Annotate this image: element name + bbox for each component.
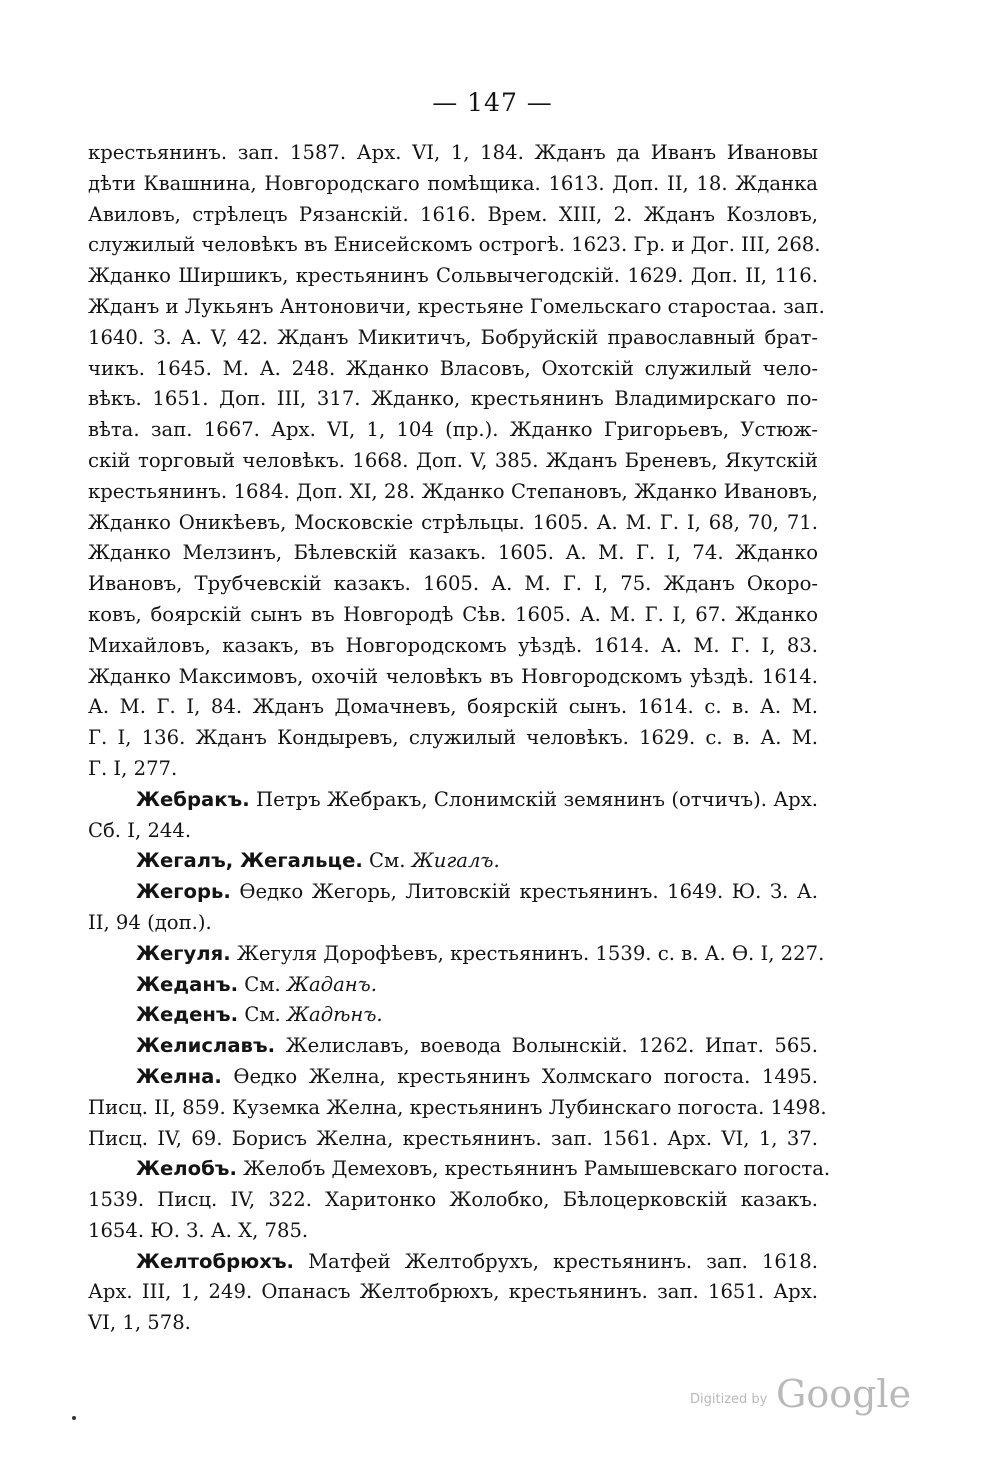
text-segment: Жданко Мелзинъ, Бѣлевскій казакъ. 1605. А. М. Г. I, 74. Жданко [88, 541, 818, 565]
text-line [88, 631, 818, 662]
text-line [88, 785, 818, 816]
entry-headword: Желобъ. [136, 1157, 237, 1181]
text-line [88, 1062, 818, 1093]
text-line [88, 1247, 818, 1278]
text-line [88, 446, 818, 477]
text-segment: 1539. Писц. IV, 322. Харитонко Жолобко, Бѣлоцерковскій казакъ. [88, 1188, 818, 1212]
text-segment: скій торговый человѣкъ. 1668. Доп. V, 385. Жданъ Бреневъ, Якутскій [88, 448, 818, 472]
text-line [88, 569, 818, 600]
text-line [88, 1154, 831, 1185]
text-line [88, 662, 818, 693]
text-line [88, 508, 818, 539]
text-segment: вѣта. зап. 1667. Арх. VI, 1, 104 (пр.). Жданко Григорьевъ, Устюж- [88, 418, 818, 442]
text-line [88, 1000, 818, 1031]
text-segment: крестьянинъ. зап. 1587. Арх. VI, 1, 184. Жданъ да Иванъ Ивановы [88, 141, 818, 164]
text-segment: Ивановъ, Трубчевскій казакъ. 1605. А. М. Г. I, 75. Жданъ Окоро- [88, 572, 818, 596]
text-line [88, 600, 818, 631]
entry-headword: Жегалъ, Жегальце. [136, 849, 363, 873]
text-segment: крестьянинъ. 1684. Доп. XI, 28. Жданко Степановъ, Жданко Ивановъ, [88, 479, 818, 503]
text-line [88, 138, 818, 169]
text-segment: 1640. З. А. V, 42. Жданъ Микитичъ, Бобруйскій православный брат- [88, 325, 818, 349]
text-line [88, 846, 818, 877]
text-line [88, 908, 818, 939]
text-segment: Желиславъ, воевода Волынскій. 1262. Ипат. 565. [275, 1034, 818, 1058]
text-segment: Жданко Максимовъ, охочій человѣкъ въ Новгородскомъ уѣздѣ. 1614. [88, 664, 818, 688]
text-segment: А. М. Г. I, 84. Жданъ Домачневъ, боярскій сынъ. 1614. с. в. А. М. [88, 695, 818, 719]
text-line [88, 970, 818, 1001]
body-text [88, 138, 831, 1339]
text-line [88, 723, 818, 754]
cross-reference: Жаданъ. [286, 972, 377, 996]
text-line [88, 169, 818, 200]
text-segment: вѣкъ. 1651. Доп. III, 317. Жданко, крестьянинъ Владимирскаго по- [88, 387, 818, 411]
text-segment: Писц. II, 859. Куземка Желна, крестьянинъ Лубинскаго погоста. 1498. [88, 1095, 827, 1119]
text-segment: См. [362, 849, 412, 873]
cross-reference: Жадѣнъ. [287, 1003, 383, 1027]
entry-headword: Жеданъ. [136, 972, 239, 996]
text-segment: Сб. I, 244. [88, 818, 192, 842]
entry-headword: Желиславъ. [136, 1034, 276, 1058]
cross-reference: Жигалъ. [411, 849, 500, 873]
text-segment: Арх. III, 1, 249. Опанасъ Желтобрюхъ, крестьянинъ. зап. 1651. Арх. [88, 1280, 818, 1304]
text-segment: Михайловъ, казакъ, въ Новгородскомъ уѣздѣ. 1614. А. М. Г. I, 83. [88, 633, 818, 657]
text-segment: См. [238, 972, 287, 996]
text-line [88, 816, 818, 847]
entry-headword: Жегорь. [136, 880, 231, 904]
text-segment: Г. I, 277. [88, 756, 178, 780]
text-line [88, 1308, 818, 1339]
text-line [88, 538, 818, 569]
scan-speck [72, 1416, 76, 1420]
text-line [88, 292, 825, 323]
text-segment: Г. I, 136. Жданъ Кондыревъ, служилый человѣкъ. 1629. с. в. А. М. [88, 726, 818, 750]
entry-headword: Жеденъ. [136, 1003, 239, 1027]
text-segment: Жданъ и Лукьянъ Антоновичи, крестьяне Гомельскаго старостаа. зап. [88, 294, 825, 318]
text-segment: Жданко Ширшикъ, крестьянинъ Сольвычегодскій. 1629. Доп. II, 116. [88, 264, 818, 288]
text-line [88, 477, 818, 508]
text-segment: VI, 1, 578. [88, 1311, 191, 1335]
text-segment: Ѳедко Жегорь, Литовскій крестьянинъ. 1649. Ю. З. А. [230, 880, 818, 904]
text-line [88, 200, 818, 231]
text-segment: ковъ, боярскій сынъ въ Новгородѣ Сѣв. 1605. А. М. Г. I, 67. Жданко [88, 602, 818, 626]
text-line [88, 230, 821, 261]
text-line [88, 354, 818, 385]
watermark-logo-text: Google [776, 1372, 912, 1416]
entry-headword: Желна. [136, 1064, 222, 1088]
text-segment: служилый человѣкъ въ Енисейскомъ острогѣ. 1623. Гр. и Дог. III, 268. [88, 233, 821, 257]
text-segment: чикъ. 1645. М. А. 248. Жданко Власовъ, Охотскій служилый чело- [88, 356, 818, 380]
text-line [88, 1031, 818, 1062]
entry-headword: Жебракъ. [136, 787, 250, 811]
text-line [88, 323, 818, 354]
page-number: — 147 — [432, 88, 553, 117]
text-segment: Петръ Жебракъ, Слонимскій земянинъ (отчичъ). Арх. [249, 787, 818, 811]
text-line [88, 877, 818, 908]
watermark-small-text: Digitized by [690, 1392, 768, 1407]
text-segment: Писц. IV, 69. Борисъ Желна, крестьянинъ. зап. 1561. Арх. VI, 1, 37. [88, 1126, 818, 1150]
text-line [88, 415, 818, 446]
entry-headword: Желтобрюхъ. [136, 1249, 295, 1273]
text-segment: Жегуля Дорофѣевъ, крестьянинъ. 1539. с. в. А. Ѳ. I, 227. [230, 941, 825, 965]
text-segment: 1654. Ю. З. А. X, 785. [88, 1218, 309, 1242]
text-line [88, 384, 818, 415]
text-segment: дѣти Квашнина, Новгородскаго помѣщика. 1613. Доп. II, 18. Жданка [88, 171, 818, 195]
text-segment: Матфей Желтобрухъ, крестьянинъ. зап. 1618. [294, 1249, 818, 1273]
text-line [88, 1277, 818, 1308]
text-line [88, 1185, 818, 1216]
digitized-by-google-watermark [690, 1372, 912, 1420]
text-line [88, 261, 818, 292]
text-line [88, 1124, 818, 1155]
text-segment: Жданко Оникѣевъ, Московскіе стрѣльцы. 1605. А. М. Г. I, 68, 70, 71. [88, 510, 818, 534]
text-line [88, 692, 818, 723]
text-line [88, 1216, 818, 1247]
text-line [88, 754, 818, 785]
text-line [88, 939, 825, 970]
text-segment: Авиловъ, стрѣлецъ Рязанскій. 1616. Врем. XIII, 2. Жданъ Козловъ, [88, 202, 818, 226]
text-segment: Желобъ Демеховъ, крестьянинъ Рамышевскаго погоста. [236, 1157, 831, 1181]
entry-headword: Жегуля. [136, 941, 231, 965]
text-line [88, 1093, 827, 1124]
text-segment: II, 94 (доп.). [88, 910, 212, 934]
text-segment: Ѳедко Желна, крестьянинъ Холмскаго погоста. 1495. [221, 1064, 818, 1088]
text-segment: См. [238, 1003, 288, 1027]
